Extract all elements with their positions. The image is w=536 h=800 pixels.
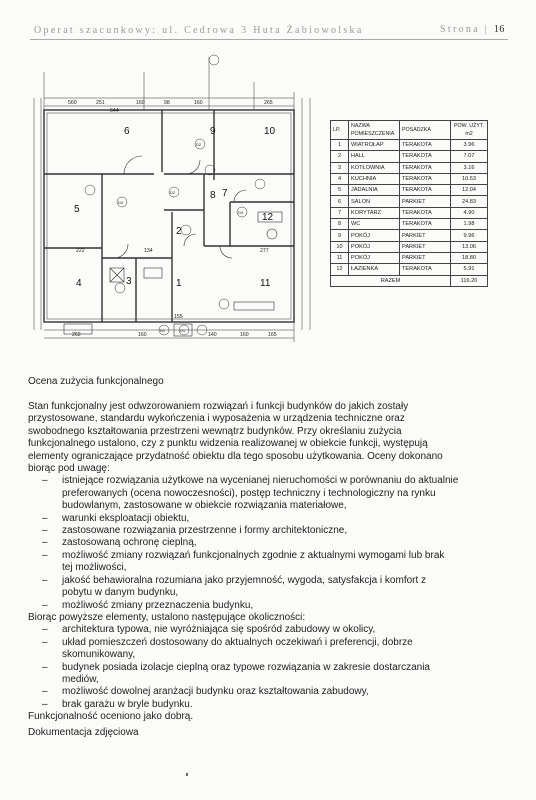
room-number: 11 bbox=[260, 278, 271, 289]
list-item-line: – zastosowaną ochronę cieplną, bbox=[62, 537, 197, 549]
row-lp: 5 bbox=[331, 185, 349, 196]
row-lp: 1 bbox=[331, 140, 349, 151]
list-item bbox=[28, 637, 508, 662]
list-item-line: tej możliwości, bbox=[62, 562, 127, 574]
list-item-line: – możliwość dowolnej aranżacji budynku oraz kształtowania zabudowy, bbox=[62, 686, 369, 698]
row-area: 13.06 bbox=[451, 241, 488, 252]
plan-dim-label: 134 bbox=[144, 248, 153, 254]
plan-dim-label: 160 bbox=[194, 100, 203, 106]
table-row bbox=[331, 140, 488, 151]
table-header: POW. UŻYT. m2 bbox=[451, 121, 488, 140]
plan-fixtures bbox=[64, 212, 282, 336]
marker-label: D3 bbox=[118, 200, 124, 205]
room-number: 8 bbox=[210, 190, 216, 201]
room-number: 10 bbox=[264, 126, 276, 137]
plan-dim-label: 262 bbox=[72, 332, 81, 338]
table-row bbox=[331, 264, 488, 275]
row-name: WIATROŁAP bbox=[349, 140, 400, 151]
row-floor: PARKIET bbox=[400, 230, 451, 241]
table-total-value: 116.20 bbox=[451, 275, 488, 286]
table-total-label: RAZEM bbox=[331, 275, 451, 286]
plan-dim-label: 560 bbox=[68, 100, 77, 106]
row-name: KORYTARZ bbox=[349, 207, 400, 218]
room-area-table bbox=[330, 120, 488, 287]
row-lp: 9 bbox=[331, 230, 349, 241]
plan-dim-label: 98 bbox=[164, 100, 170, 106]
room-number: 3 bbox=[126, 276, 132, 287]
list-item-line: – jakość behawioralna rozumiana jako przyjemność, wygoda, satysfakcja i komfort z bbox=[62, 574, 427, 586]
list-item-line: – architektura typowa, nie wyróżniająca się spośród zabudowy w okolicy, bbox=[62, 624, 376, 636]
list-item-line: – budynek posiada izolacje cieplną oraz typowe rozwiązania w zakresie dostarczania bbox=[62, 661, 430, 673]
paragraph-line: funkcjonalnego ustalono, czy z punktu widzenia realizowanej w obiekcie funkcji, występują bbox=[28, 438, 428, 450]
table-row bbox=[331, 173, 488, 184]
plan-dim-label: 140 bbox=[208, 332, 217, 338]
row-area: 1.98 bbox=[451, 219, 488, 230]
list-item bbox=[28, 475, 508, 512]
plan-walls bbox=[44, 110, 294, 322]
page-number: 16 bbox=[493, 24, 505, 35]
row-name: SALON bbox=[349, 196, 400, 207]
list-item-line: budowlanym, zastosowane w obiekcie rozwiązania materiałowe, bbox=[62, 500, 347, 512]
row-lp: 2 bbox=[331, 151, 349, 162]
room-number: 2 bbox=[176, 226, 182, 237]
table-row bbox=[331, 151, 488, 162]
list-item-line: preferowanych (ocena nowoczesności), postęp techniczny i technologiczny na rynku bbox=[62, 487, 436, 499]
row-area: 9.96 bbox=[451, 230, 488, 241]
list-item-line: – układ pomieszczeń dostosowany do aktualnych oczekiwań i preferencji, dobrze bbox=[62, 636, 413, 648]
list-item bbox=[28, 600, 508, 612]
row-lp: 8 bbox=[331, 219, 349, 230]
table-row bbox=[331, 196, 488, 207]
paragraph-line: przystosowane, standardu wykończenia i wyposażenia w urządzenia techniczne oraz bbox=[28, 413, 405, 425]
paragraph-line: elementy ograniczające przydatność obiektu dla tego sposobu użytkowania. Oceny dokonano bbox=[28, 450, 443, 462]
paragraph-intro bbox=[28, 401, 508, 475]
conclusion: Funkcjonalność oceniono jako dobrą. bbox=[28, 711, 194, 723]
list-item-line: – warunki eksploatacji obiektu, bbox=[62, 512, 190, 524]
floor-plan bbox=[24, 52, 324, 364]
row-area: 3.96 bbox=[451, 140, 488, 151]
marker-label: D2 bbox=[170, 190, 176, 195]
list-item bbox=[28, 624, 508, 636]
table-row bbox=[331, 207, 488, 218]
section-title-photos: Dokumentacja zdjęciowa bbox=[28, 727, 139, 738]
marker-label: D1 bbox=[180, 328, 186, 333]
scan-speck bbox=[186, 773, 188, 776]
row-floor: TERAKOTA bbox=[400, 219, 451, 230]
row-area: 7.07 bbox=[451, 151, 488, 162]
row-name: KOTŁOWNIA bbox=[349, 162, 400, 173]
row-area: 18.80 bbox=[451, 252, 488, 263]
criteria-list bbox=[28, 475, 508, 611]
table-header: LP. bbox=[331, 121, 349, 140]
list-item bbox=[28, 686, 508, 698]
row-floor: TERAKOTA bbox=[400, 185, 451, 196]
row-name: POKÓJ bbox=[349, 241, 400, 252]
table-row bbox=[331, 252, 488, 263]
plan-dim-label: 165 bbox=[268, 332, 277, 338]
room-number: 1 bbox=[176, 278, 182, 289]
row-floor: TERAKOTA bbox=[400, 140, 451, 151]
list-item bbox=[28, 525, 508, 537]
row-area: 3.16 bbox=[451, 162, 488, 173]
plan-dim-label: 160 bbox=[136, 100, 145, 106]
row-name: POKÓJ bbox=[349, 252, 400, 263]
table-row bbox=[331, 219, 488, 230]
list-item-line: – brak garażu w bryle budynku. bbox=[62, 698, 193, 710]
list-item bbox=[28, 575, 508, 600]
row-lp: 6 bbox=[331, 196, 349, 207]
row-area: 10.53 bbox=[451, 173, 488, 184]
table-row bbox=[331, 241, 488, 252]
row-lp: 10 bbox=[331, 241, 349, 252]
list-item bbox=[28, 537, 508, 549]
marker-label: D1 bbox=[160, 328, 166, 333]
list-item bbox=[28, 662, 508, 687]
plan-dim-label: 160 bbox=[240, 332, 249, 338]
marker-label: D4 bbox=[238, 210, 244, 215]
paragraph-line: swobodnego kształtowania przestrzeni wewnątrz budynków. Przy określaniu zużycia bbox=[28, 425, 402, 437]
room-number: 6 bbox=[124, 126, 130, 137]
row-lp: 12 bbox=[331, 264, 349, 275]
room-number: 4 bbox=[76, 278, 82, 289]
list-item-line: mediów, bbox=[62, 673, 99, 685]
table-row bbox=[331, 162, 488, 173]
row-lp: 11 bbox=[331, 252, 349, 263]
row-name: ŁAZIENKA bbox=[349, 264, 400, 275]
paragraph-line: biorąc pod uwagę: bbox=[28, 463, 110, 475]
row-area: 4.90 bbox=[451, 207, 488, 218]
row-floor: TERAKOTA bbox=[400, 264, 451, 275]
plan-dim-label: 222 bbox=[76, 248, 85, 254]
list-item bbox=[28, 699, 508, 711]
row-floor: TERAKOTA bbox=[400, 173, 451, 184]
row-floor: TERAKOTA bbox=[400, 151, 451, 162]
plan-dim-label: 155 bbox=[174, 314, 183, 320]
header-title: Operat szacunkowy: ul. Cedrowa 3 Huta Żabiowolska bbox=[34, 25, 364, 36]
row-lp: 3 bbox=[331, 162, 349, 173]
table-header: POSADZKA bbox=[400, 121, 451, 140]
paragraph-line: Stan funkcjonalny jest odwzorowaniem rozwiązań i funkcji budynków do jakich zostały bbox=[28, 401, 409, 412]
row-lp: 7 bbox=[331, 207, 349, 218]
row-name: HALL bbox=[349, 151, 400, 162]
table-row bbox=[331, 185, 488, 196]
row-area: 24.83 bbox=[451, 196, 488, 207]
list-item-line: – możliwość zmiany rozwiązań funkcjonalnych zgodnie z aktualnymi wymogami lub brak bbox=[62, 549, 445, 561]
header-rule bbox=[30, 39, 508, 40]
list-item-line: – zastosowane rozwiązania przestrzenne i formy architektoniczne, bbox=[62, 525, 348, 537]
plan-dim-label: 265 bbox=[264, 100, 273, 106]
list-item-line: – istniejące rozwiązania użytkowe na wycenianej nieruchomości w porównaniu do aktualnie bbox=[62, 475, 459, 487]
list-item-line: – możliwość zmiany przeznaczenia budynku, bbox=[62, 599, 254, 611]
plan-dim-label: 160 bbox=[138, 332, 147, 338]
row-area: 5.91 bbox=[451, 264, 488, 275]
section-title: Ocena zużycia funkcjonalnego bbox=[28, 376, 164, 387]
plan-markers bbox=[85, 55, 265, 335]
list-item-line: pobytu w danym budynku, bbox=[62, 587, 179, 599]
table-header: NAZWA POMIESZCZENIA bbox=[349, 121, 400, 140]
text-block bbox=[28, 401, 508, 724]
page-label: Strona bbox=[440, 24, 480, 35]
plan-doors bbox=[114, 156, 246, 258]
row-lp: 4 bbox=[331, 173, 349, 184]
list-item bbox=[28, 513, 508, 525]
header-page-label: Strona | 16 bbox=[440, 24, 505, 35]
room-number: 7 bbox=[222, 188, 228, 199]
row-floor: PARKIET bbox=[400, 252, 451, 263]
plan-dim-label: 644 bbox=[110, 108, 119, 114]
paragraph-circumstances: Biorąc powyższe elementy, ustalono następujące okoliczności: bbox=[28, 611, 306, 623]
row-name: JADALNIA bbox=[349, 185, 400, 196]
row-floor: TERAKOTA bbox=[400, 162, 451, 173]
row-name: WC bbox=[349, 219, 400, 230]
room-table-body bbox=[331, 140, 488, 276]
list-item-line: skomunikowany, bbox=[62, 649, 136, 661]
marker-label: D2 bbox=[196, 142, 202, 147]
table-row bbox=[331, 230, 488, 241]
room-number: 9 bbox=[210, 126, 216, 137]
row-floor: PARKIET bbox=[400, 196, 451, 207]
plan-dim-label: 277 bbox=[260, 248, 269, 254]
room-number: 12 bbox=[262, 212, 274, 223]
row-area: 12.04 bbox=[451, 185, 488, 196]
circumstances-list bbox=[28, 624, 508, 711]
plan-dim-label: 251 bbox=[96, 100, 105, 106]
row-floor: TERAKOTA bbox=[400, 207, 451, 218]
room-number: 5 bbox=[74, 204, 80, 215]
row-name: KUCHNIA bbox=[349, 173, 400, 184]
row-floor: PARKIET bbox=[400, 241, 451, 252]
list-item bbox=[28, 550, 508, 575]
row-name: POKÓJ bbox=[349, 230, 400, 241]
